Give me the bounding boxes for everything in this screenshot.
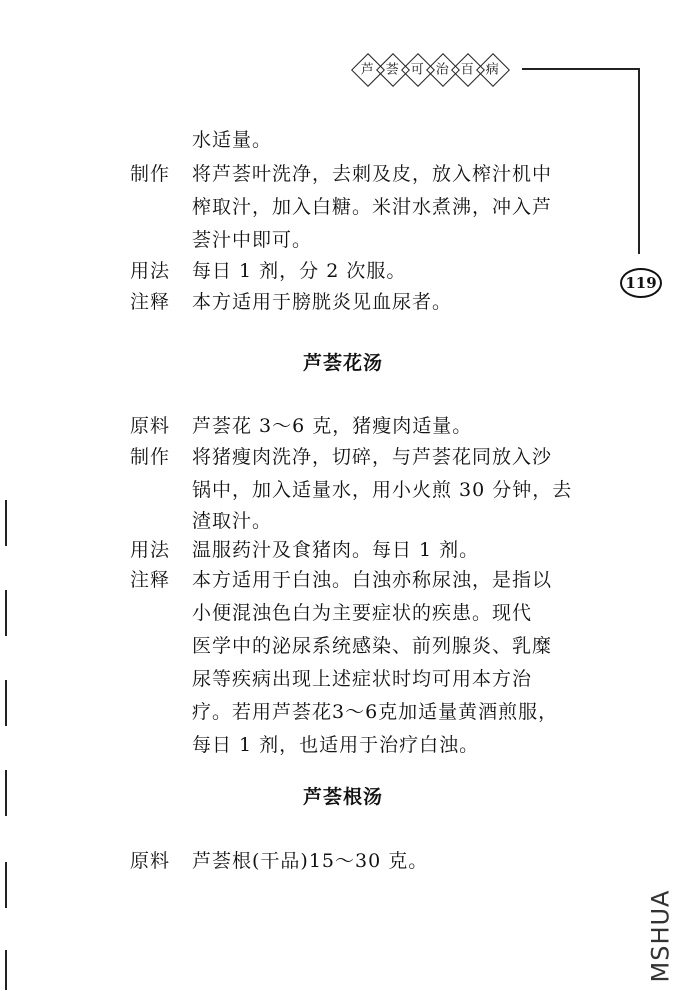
note-line: 本方适用于白浊。白浊亦称尿浊，是指以 bbox=[192, 569, 553, 591]
recipe2-ingredients bbox=[130, 414, 472, 438]
note-line: 医学中的泌尿系统感染、前列腺炎、乳糜 bbox=[192, 635, 553, 657]
method-line: 将猪瘦肉洗净，切碎，与芦荟花同放入沙 bbox=[192, 446, 553, 468]
header-char-box: 治 bbox=[426, 53, 460, 87]
header-char-box: 病 bbox=[476, 53, 510, 87]
margin-mark bbox=[5, 680, 7, 726]
recipe2-method bbox=[130, 445, 552, 469]
note-line: 尿等疾病出现上述症状时均可用本方治 bbox=[192, 668, 533, 690]
running-header bbox=[356, 52, 506, 88]
recipe1-usage bbox=[130, 259, 406, 283]
margin-mark bbox=[5, 500, 7, 546]
recipe2-usage bbox=[130, 538, 479, 562]
usage-text: 温服药汁及食猪肉。每日 1 剂。 bbox=[192, 539, 480, 561]
section-heading: 芦荟花汤 bbox=[302, 352, 383, 374]
method-line: 将芦荟叶洗净，去刺及皮，放入榨汁机中 bbox=[192, 163, 553, 185]
note-line: 疗。若用芦荟花3～6克加适量黄酒煎服， bbox=[192, 701, 559, 723]
method-label: 制作 bbox=[130, 163, 171, 185]
recipe3-ingredients bbox=[130, 849, 428, 873]
method-line: 渣取汁。 bbox=[192, 510, 273, 532]
header-char-box: 百 bbox=[451, 53, 485, 87]
note-label: 注释 bbox=[130, 569, 171, 591]
header-char-box: 可 bbox=[401, 53, 435, 87]
section-heading: 芦荟根汤 bbox=[302, 786, 383, 808]
ingredients-text: 芦荟根(干品)15～30 克。 bbox=[192, 850, 429, 872]
header-rule bbox=[522, 68, 640, 70]
watermark: MSHUA bbox=[646, 889, 675, 983]
usage-label: 用法 bbox=[130, 539, 171, 561]
note-text: 本方适用于膀胱炎见血尿者。 bbox=[192, 291, 453, 313]
header-vertical-rule bbox=[638, 68, 640, 254]
recipe1-method bbox=[130, 162, 552, 186]
ingredients-label: 原料 bbox=[130, 415, 171, 437]
note-line: 每日 1 剂，也适用于治疗白浊。 bbox=[192, 734, 480, 756]
note-line: 小便混浊色白为主要症状的疾患。现代 bbox=[192, 602, 533, 624]
ingredients-label: 原料 bbox=[130, 850, 171, 872]
margin-mark bbox=[5, 950, 7, 990]
recipe1-note bbox=[130, 290, 452, 314]
ingredients-text: 芦荟花 3～6 克，猪瘦肉适量。 bbox=[192, 415, 473, 437]
usage-label: 用法 bbox=[130, 260, 171, 282]
continuation-text: 水适量。 bbox=[192, 129, 273, 151]
method-line: 荟汁中即可。 bbox=[192, 229, 313, 251]
margin-mark bbox=[5, 590, 7, 636]
method-label: 制作 bbox=[130, 446, 171, 468]
header-char-box: 荟 bbox=[376, 53, 410, 87]
method-line: 榨取汁，加入白糖。米泔水煮沸，冲入芦 bbox=[192, 196, 553, 218]
recipe2-note bbox=[130, 568, 552, 592]
header-char-box: 芦 bbox=[351, 53, 385, 87]
margin-mark bbox=[5, 862, 7, 908]
page-number: 119 bbox=[620, 268, 662, 298]
method-line: 锅中，加入适量水，用小火煎 30 分钟，去 bbox=[192, 479, 573, 501]
usage-text: 每日 1 剂，分 2 次服。 bbox=[192, 260, 407, 282]
note-label: 注释 bbox=[130, 291, 171, 313]
